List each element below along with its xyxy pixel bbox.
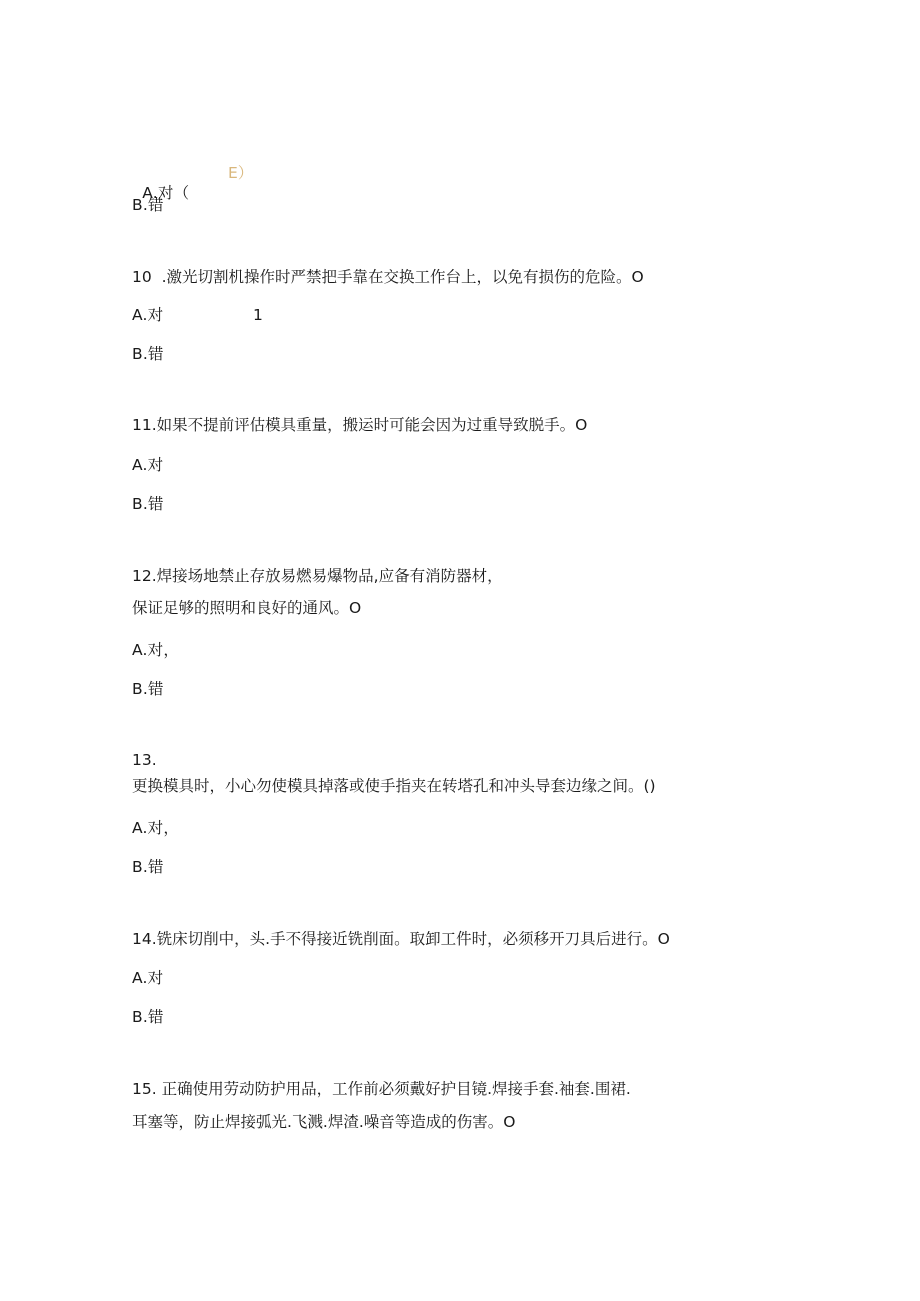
q11-option-b: B.错 [132, 495, 164, 513]
q10-option-a-mark: 1 [253, 306, 263, 324]
q14-question-text: 14.铣床切削中，头.手不得接近铣削面。取卸工件时，必须移开刀具后进行。O [132, 930, 670, 948]
q9-option-a-label: A.对（ [142, 184, 190, 202]
q11-question-text: 11.如果不提前评估模具重量，搬运时可能会因为过重导致脱手。O [132, 416, 588, 434]
q14-option-a: A.对 [132, 969, 164, 987]
q14-option-b: B.错 [132, 1008, 164, 1026]
q13-question-number: 13. [132, 751, 157, 769]
q15-question-text-line2: 耳塞等，防止焊接弧光.飞溅.焊渣.噪音等造成的伤害。O [132, 1113, 516, 1131]
q15-question-text-line1: 15. 正确使用劳动防护用品，工作前必须戴好护目镜.焊接手套.袖套.围裙. [132, 1080, 631, 1098]
q12-question-text-line1: 12.焊接场地禁止存放易燃易爆物品,应备有消防器材， [132, 567, 503, 585]
q10-option-b: B.错 [132, 345, 164, 363]
q9-option-b: B.错 [132, 196, 164, 214]
q10-option-a: A.对 [132, 306, 164, 324]
q13-question-text: 更换模具时，小心勿使模具掉落或使手指夹在转塔孔和冲头导套边缘之间。() [132, 777, 656, 795]
q13-option-b: B.错 [132, 858, 164, 876]
q9-answer-mark: E） [228, 164, 254, 182]
q12-option-b: B.错 [132, 680, 164, 698]
q11-option-a: A.对 [132, 456, 164, 474]
q12-option-a: A.对， [132, 641, 180, 659]
q13-option-a: A.对， [132, 819, 180, 837]
q10-question-text: 10 .激光切割机操作时严禁把手靠在交换工作台上，以免有损伤的危险。O [132, 268, 644, 286]
q12-question-text-line2: 保证足够的照明和良好的通风。O [132, 599, 362, 617]
